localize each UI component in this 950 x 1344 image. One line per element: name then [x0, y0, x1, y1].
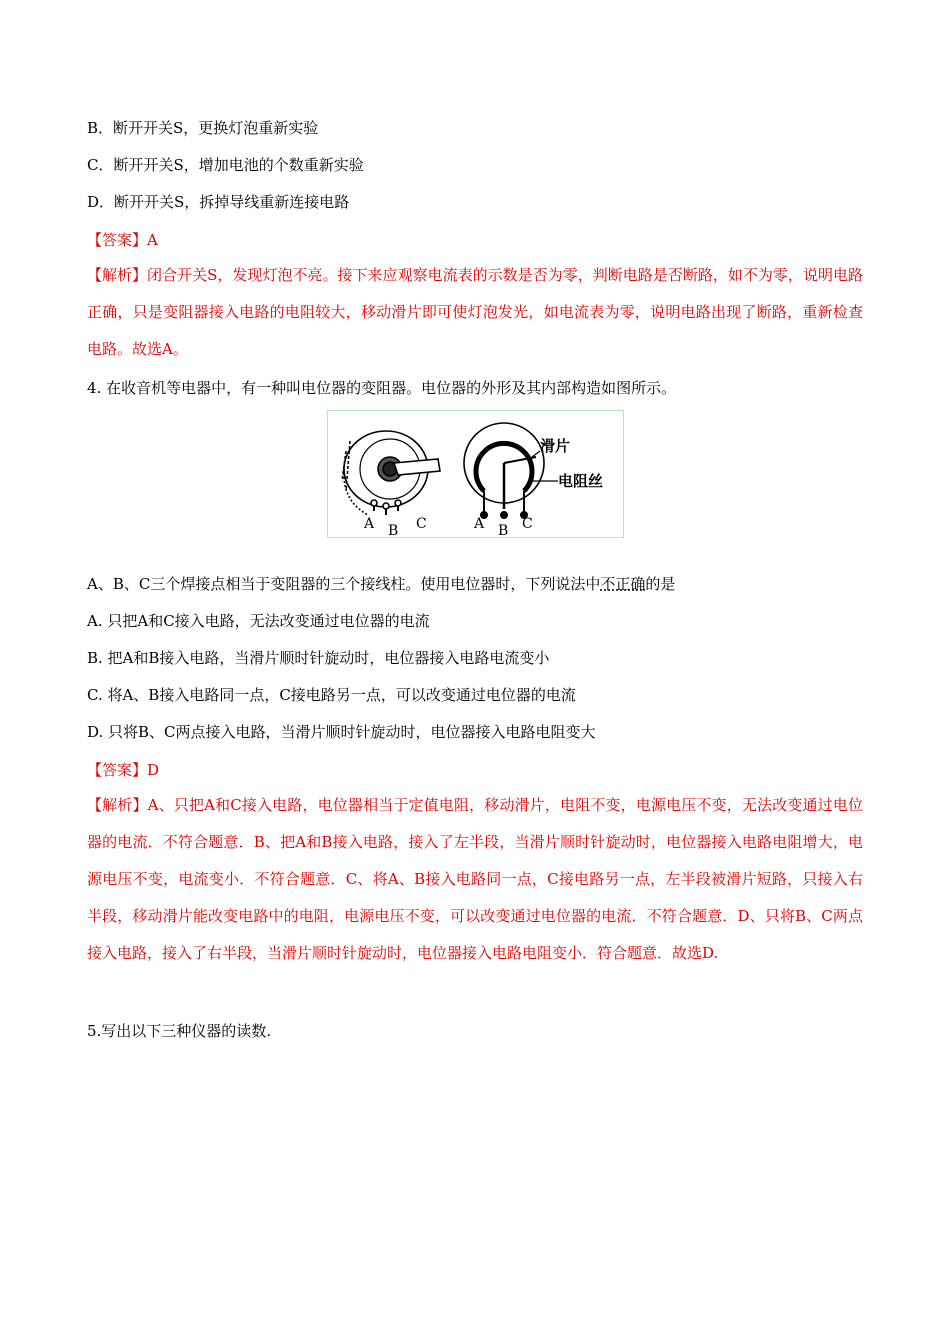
q4-option-c: C. 将A、B接入电路同一点，C接电路另一点，可以改变通过电位器的电流 — [87, 686, 576, 704]
q4-option-a: A. 只把A和C接入电路，无法改变通过电位器的电流 — [87, 612, 430, 630]
option-b: B．断开开关S，更换灯泡重新实验 — [87, 119, 319, 137]
terminal-label-a-left: A — [364, 516, 375, 532]
label-resistance-wire: 电阻丝 — [558, 472, 604, 490]
q4-option-d: D. 只将B、C两点接入电路，当滑片顺时针旋动时，电位器接入电路电阻变大 — [87, 723, 596, 741]
question-4-prompt — [87, 574, 675, 594]
answer-q3: 【答案】A — [87, 231, 158, 249]
question-4-prompt-post: 的是 — [645, 575, 676, 593]
terminal-label-c-right: C — [522, 516, 533, 532]
terminal-label-c-left: C — [416, 516, 427, 532]
terminal-label-a-right: A — [474, 516, 485, 532]
option-d: D．断开开关S，拆掉导线重新连接电路 — [87, 193, 350, 211]
potentiometer-figure — [327, 410, 624, 538]
label-slider: 滑片 — [540, 437, 571, 455]
analysis-q3: 【解析】闭合开关S，发现灯泡不亮。接下来应观察电流表的示数是否为零，判断电路是否断路，如不为零，说明电路正确，只是变阻器接入电路的电阻较大，移动滑片即可使灯泡发光，如电流表为零，说明电路出现了断路，重新检查电路。故选A。 — [87, 266, 863, 358]
terminal-label-b-left: B — [388, 523, 399, 537]
question-4-stem: 4. 在收音机等电器中，有一种叫电位器的变阻器。电位器的外形及其内部构造如图所示。 — [87, 379, 677, 397]
potentiometer-exterior-drawing — [342, 431, 440, 515]
question-4-emphasis: 不正确 — [600, 575, 646, 593]
question-4-prompt-pre: A、B、C三个焊接点相当于变阻器的三个接线柱。使用电位器时，下列说法中 — [87, 575, 601, 593]
answer-q4: 【答案】D — [87, 761, 160, 779]
option-c: C．断开开关S，增加电池的个数重新实验 — [87, 156, 364, 174]
q4-option-b: B. 把A和B接入电路，当滑片顺时针旋动时，电位器接入电路电流变小 — [87, 649, 550, 667]
potentiometer-diagram — [328, 411, 623, 537]
analysis-q4: 【解析】A、只把A和C接入电路，电位器相当于定值电阻，移动滑片，电阻不变，电源电压不变，无法改变通过电位器的电流．不符合题意．B、把A和B接入电路，接入了左半段，当滑片顺时针旋动时，电位器接入电路电阻增大，电源电压不变，电流变小．不符合题意．C、将A、B接入电路同一点，C接电路另一点，左半段被滑片短路，只接入右半段，移动滑片能改变电路中的电阻，电源电压不变，可以改变通过电位器的电流．不符合题意．D、只将B、C两点接入电路，接入了右半段，当滑片顺时针旋动时，电位器接入电路电阻变小．符合题意．故选D. — [87, 796, 863, 962]
terminal-label-b-right: B — [498, 523, 509, 537]
question-5-stem: 5.写出以下三种仪器的读数. — [87, 1022, 272, 1040]
